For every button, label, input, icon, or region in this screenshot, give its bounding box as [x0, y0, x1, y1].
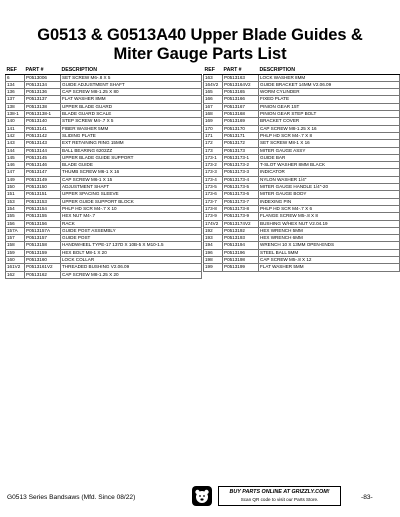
cell-ref: 151 [6, 191, 25, 198]
cell-part-number: P0513167 [223, 103, 259, 110]
cell-description: SLIDING PLATE [61, 132, 202, 139]
cell-ref: 149 [6, 176, 25, 183]
cell-description: PHLP HD SCR M4-.7 X 6 [259, 205, 400, 212]
table-row [6, 176, 202, 183]
cell-description: STEP SCREW M4-.7 X 5 [61, 118, 202, 125]
parts-store-promo-box[interactable] [218, 486, 341, 506]
parts-table-left-body [6, 74, 202, 278]
cell-ref: 144 [6, 147, 25, 154]
cell-part-number: P0513155 [25, 213, 61, 220]
cell-part-number: P0513173 [223, 147, 259, 154]
cell-ref: 173-3 [204, 169, 223, 176]
cell-part-number: P0513156 [25, 220, 61, 227]
cell-ref: 136 [6, 89, 25, 96]
cell-ref: 193 [204, 235, 223, 242]
cell-ref: 171 [204, 132, 223, 139]
title-line-1: G0513 & G0513A40 Upper Blade Guides & [37, 26, 363, 44]
cell-ref: 155 [6, 213, 25, 220]
cell-part-number: P0513142 [25, 132, 61, 139]
table-row [6, 162, 202, 169]
table-row [6, 257, 202, 264]
table-header-row [204, 67, 400, 74]
cell-part-number: P0513141 [25, 125, 61, 132]
table-row [204, 235, 400, 242]
cell-ref: 159 [6, 249, 25, 256]
cell-description: CAP SCREW M8-1.25 X 20 [61, 271, 202, 278]
table-row [204, 257, 400, 264]
cell-part-number: P0513157 [25, 235, 61, 242]
table-row [6, 220, 202, 227]
cell-ref: 173-9 [204, 213, 223, 220]
cell-part-number: P0513171 [223, 132, 259, 139]
cell-part-number: P0513160 [25, 257, 61, 264]
cell-part-number: P0513137 [25, 96, 61, 103]
cell-description: PHLP HD SCR M4-.7 X 10 [61, 205, 202, 212]
table-row [204, 89, 400, 96]
cell-ref: 6 [6, 74, 25, 81]
cell-ref: 163 [204, 74, 223, 81]
table-row [6, 213, 202, 220]
cell-part-number: P0513173-5 [223, 184, 259, 191]
cell-description: FLAT WASHER 8MM [61, 96, 202, 103]
cell-ref: 150 [6, 184, 25, 191]
cell-description: BRACKET COVER [259, 118, 400, 125]
promo-headline: BUY PARTS ONLINE AT GRIZZLY.COM! [229, 489, 330, 495]
header-description: DESCRIPTION [259, 67, 400, 74]
cell-part-number: P0513143 [25, 140, 61, 147]
cell-part-number: P0513199 [223, 264, 259, 271]
cell-part-number: P0513165 [223, 89, 259, 96]
table-row [204, 176, 400, 183]
cell-ref: 153 [6, 198, 25, 205]
cell-ref: 146 [6, 162, 25, 169]
table-row [204, 140, 400, 147]
cell-description: THUMB SCREW M6-1 X 16 [61, 169, 202, 176]
page-number: -83- [361, 494, 373, 501]
promo-subtext: Scan QR code to visit our Parts Store. [240, 497, 319, 502]
cell-ref: 167 [204, 103, 223, 110]
cell-part-number: P0513144 [25, 147, 61, 154]
cell-description: UPPER BLADE GUARD [61, 103, 202, 110]
cell-part-number: P0513173-3 [223, 169, 259, 176]
table-row [204, 264, 400, 271]
cell-description: PINION GEAR 15T [259, 103, 400, 110]
cell-ref: 169 [204, 118, 223, 125]
table-row [204, 169, 400, 176]
cell-description: HEX WRENCH 5MM [259, 227, 400, 234]
cell-part-number: P0513173-8 [223, 205, 259, 212]
cell-part-number: P0513172 [223, 140, 259, 147]
cell-ref: 166 [204, 96, 223, 103]
table-row [204, 162, 400, 169]
table-row [6, 227, 202, 234]
cell-description: HEX NUT M4-.7 [61, 213, 202, 220]
table-row [6, 264, 202, 271]
table-row [6, 125, 202, 132]
cell-part-number: P0513173-4 [223, 176, 259, 183]
cell-part-number: P0513138 [25, 103, 61, 110]
table-row [204, 125, 400, 132]
cell-ref: 173-1 [204, 154, 223, 161]
cell-description: UPPER GUIDE SUPPORT BLOCK [61, 198, 202, 205]
grizzly-bear-logo [192, 486, 212, 506]
cell-description: UPPER SPACING SLEEVE [61, 191, 202, 198]
table-row [204, 213, 400, 220]
cell-description: PINION GEAR STEP BOLT [259, 111, 400, 118]
cell-description: WRENCH 10 X 13MM OPEN-ENDS [259, 242, 400, 249]
table-row [6, 140, 202, 147]
cell-description: INDICATOR [259, 169, 400, 176]
table-header-row [6, 67, 202, 74]
cell-description: GUIDE BRACKET 14MM V2.06.09 [259, 81, 400, 88]
table-row [6, 111, 202, 118]
table-row [6, 242, 202, 249]
cell-part-number: P0513170 [223, 125, 259, 132]
cell-ref: 142 [6, 132, 25, 139]
cell-description: SET SCREW M8-1 X 16 [259, 140, 400, 147]
table-row [204, 147, 400, 154]
cell-ref: 165 [204, 89, 223, 96]
table-row [6, 74, 202, 81]
cell-description: T-SLOT WASHER 8MM BLACK [259, 162, 400, 169]
cell-description: MITER GAUGE BODY [259, 191, 400, 198]
cell-part-number: P0513198 [223, 257, 259, 264]
cell-ref: 192 [204, 227, 223, 234]
cell-ref: 196 [204, 249, 223, 256]
footer-model-text: G0513 Series Bandsaws (Mfd. Since 08/22) [7, 494, 136, 501]
cell-part-number: P0513173-6 [223, 191, 259, 198]
cell-ref: 147 [6, 169, 25, 176]
cell-part-number: P0513159 [25, 249, 61, 256]
table-row [6, 132, 202, 139]
cell-part-number: P0513151 [25, 191, 61, 198]
cell-part-number: P0513166 [223, 96, 259, 103]
cell-description: BUSHING W/HEX NUT V2.04.19 [259, 220, 400, 227]
cell-ref: 134 [6, 81, 25, 88]
cell-part-number: P0513168 [223, 111, 259, 118]
table-row [204, 96, 400, 103]
cell-ref: 158 [6, 242, 25, 249]
cell-description: STEEL BALL 5MM [259, 249, 400, 256]
cell-part-number: P0513164V2 [223, 81, 259, 88]
header-ref: REF [204, 67, 223, 74]
cell-description: SET SCREW M6-.8 X 5 [61, 74, 202, 81]
cell-part-number: P0513169 [223, 118, 259, 125]
cell-description: LOCK WASHER 8MM [259, 74, 400, 81]
parts-table-right-body [204, 74, 400, 271]
cell-ref: 173-7 [204, 198, 223, 205]
header-part: PART # [223, 67, 259, 74]
page-title [0, 26, 400, 64]
table-row [204, 118, 400, 125]
table-row [204, 184, 400, 191]
header-part: PART # [25, 67, 61, 74]
table-row [6, 249, 202, 256]
table-row [204, 132, 400, 139]
cell-ref: 157A [6, 227, 25, 234]
cell-ref: 173-4 [204, 176, 223, 183]
cell-part-number: P0513146 [25, 162, 61, 169]
table-row [6, 198, 202, 205]
cell-ref: 172 [204, 140, 223, 147]
cell-part-number: P0513173-7 [223, 198, 259, 205]
table-row [6, 147, 202, 154]
cell-description: GUIDE POST ASSEMBLY [61, 227, 202, 234]
cell-part-number: P0513157A [25, 227, 61, 234]
cell-ref: 160 [6, 257, 25, 264]
table-row [6, 191, 202, 198]
cell-description: FLAT WASHER 5MM [259, 264, 400, 271]
cell-part-number: P0513173-1 [223, 154, 259, 161]
cell-part-number: P0513145 [25, 154, 61, 161]
cell-part-number: P0513147 [25, 169, 61, 176]
cell-description: WORM CYLINDER [259, 89, 400, 96]
cell-ref: 194 [204, 242, 223, 249]
cell-part-number: P0513192 [223, 227, 259, 234]
cell-ref: 174V2 [204, 220, 223, 227]
cell-description: FIXED PLATE [259, 96, 400, 103]
cell-description: LOCK COLLAR [61, 257, 202, 264]
table-row [204, 220, 400, 227]
cell-description: HEX BOLT M8-1 X 20 [61, 249, 202, 256]
cell-part-number: P0513173-9 [223, 213, 259, 220]
cell-part-number: P0513140 [25, 118, 61, 125]
table-row [204, 242, 400, 249]
cell-part-number: P0513194 [223, 242, 259, 249]
table-row [6, 96, 202, 103]
cell-part-number: P0513196 [223, 249, 259, 256]
table-row [204, 198, 400, 205]
cell-part-number: P0513150 [25, 184, 61, 191]
cell-description: FIBER WASHER 5MM [61, 125, 202, 132]
cell-ref: 138 [6, 103, 25, 110]
header-description: DESCRIPTION [61, 67, 202, 74]
cell-part-number: P0513193 [223, 235, 259, 242]
cell-ref: 198 [204, 257, 223, 264]
cell-description: GUIDE ADJUSTMENT SHAFT [61, 81, 202, 88]
cell-part-number: P0513136 [25, 89, 61, 96]
cell-part-number: P0513154 [25, 205, 61, 212]
cell-ref: 138-1 [6, 111, 25, 118]
table-row [6, 154, 202, 161]
table-row [6, 169, 202, 176]
table-row [204, 249, 400, 256]
cell-part-number: P0513134 [25, 81, 61, 88]
cell-description: ADJUSTMENT SHAFT [61, 184, 202, 191]
cell-part-number: P0513162 [25, 271, 61, 278]
cell-ref: 173-5 [204, 184, 223, 191]
parts-table-right [203, 67, 400, 272]
cell-ref: 170 [204, 125, 223, 132]
table-row [6, 89, 202, 96]
table-row [6, 235, 202, 242]
cell-description: CAP SCREW M6-1 X 15 [61, 176, 202, 183]
table-row [204, 81, 400, 88]
cell-ref: 157 [6, 235, 25, 242]
cell-ref: 154 [6, 205, 25, 212]
cell-description: INDEXING PIN [259, 198, 400, 205]
cell-ref: 173-8 [204, 205, 223, 212]
cell-ref: 173-2 [204, 162, 223, 169]
table-row [6, 271, 202, 278]
cell-description: HEX WRENCH 6MM [259, 235, 400, 242]
cell-ref: 161V2 [6, 264, 25, 271]
cell-description: GUIDE POST [61, 235, 202, 242]
cell-ref: 143 [6, 140, 25, 147]
cell-part-number: P0513173-2 [223, 162, 259, 169]
cell-description: EXT RETAINING RING 15MM [61, 140, 202, 147]
table-row [204, 111, 400, 118]
cell-description: BLADE GUARD SCALE [61, 111, 202, 118]
cell-description: PHLP HD SCR M4-.7 X 8 [259, 132, 400, 139]
cell-part-number: P0513149 [25, 176, 61, 183]
table-row [204, 74, 400, 81]
cell-description: CAP SCREW M8-1.25 X 80 [61, 89, 202, 96]
cell-ref: 141 [6, 125, 25, 132]
cell-part-number: P0513158 [25, 242, 61, 249]
cell-description: UPPER BLADE GUIDE SUPPORT [61, 154, 202, 161]
table-row [204, 154, 400, 161]
cell-part-number: P0513153 [25, 198, 61, 205]
table-row [6, 205, 202, 212]
cell-description: BLADE GUIDE [61, 162, 202, 169]
table-row [204, 191, 400, 198]
cell-description: MITER GAUGE HANDLE 1/4"-20 [259, 184, 400, 191]
cell-description: CAP SCREW M5-.8 X 12 [259, 257, 400, 264]
cell-ref: 173 [204, 147, 223, 154]
cell-description: CAP SCREW M8-1.25 X 16 [259, 125, 400, 132]
cell-ref: 168 [204, 111, 223, 118]
table-row [6, 103, 202, 110]
table-row [6, 184, 202, 191]
cell-part-number: P0513174V2 [223, 220, 259, 227]
cell-description: THREADED BUSHING V2.06.09 [61, 264, 202, 271]
table-row [204, 227, 400, 234]
cell-ref: 162 [6, 271, 25, 278]
cell-ref: 145 [6, 154, 25, 161]
cell-description: MITER GAUGE ASSY [259, 147, 400, 154]
cell-part-number: P0513163 [223, 74, 259, 81]
cell-description: BALL BEARING 6202ZZ [61, 147, 202, 154]
cell-description: NYLON WASHER 1/4" [259, 176, 400, 183]
table-row [6, 81, 202, 88]
parts-table-left [5, 67, 202, 279]
header-ref: REF [6, 67, 25, 74]
table-row [204, 103, 400, 110]
title-line-2: Miter Gauge Parts List [113, 45, 287, 63]
cell-ref: 137 [6, 96, 25, 103]
cell-ref: 199 [204, 264, 223, 271]
cell-description: RACK [61, 220, 202, 227]
cell-description: GUIDE BAR [259, 154, 400, 161]
cell-description: HANDWHEEL TYPE-17 137D X 10B-5 X M10-1.5 [61, 242, 202, 249]
cell-ref: 164V2 [204, 81, 223, 88]
cell-ref: 140 [6, 118, 25, 125]
cell-ref: 173-6 [204, 191, 223, 198]
cell-part-number: P0513138-1 [25, 111, 61, 118]
cell-part-number: P0513161V2 [25, 264, 61, 271]
table-row [204, 205, 400, 212]
cell-description: FLANGE SCREW M5-.8 X 8 [259, 213, 400, 220]
cell-ref: 156 [6, 220, 25, 227]
table-row [6, 118, 202, 125]
cell-part-number: P0513006 [25, 74, 61, 81]
